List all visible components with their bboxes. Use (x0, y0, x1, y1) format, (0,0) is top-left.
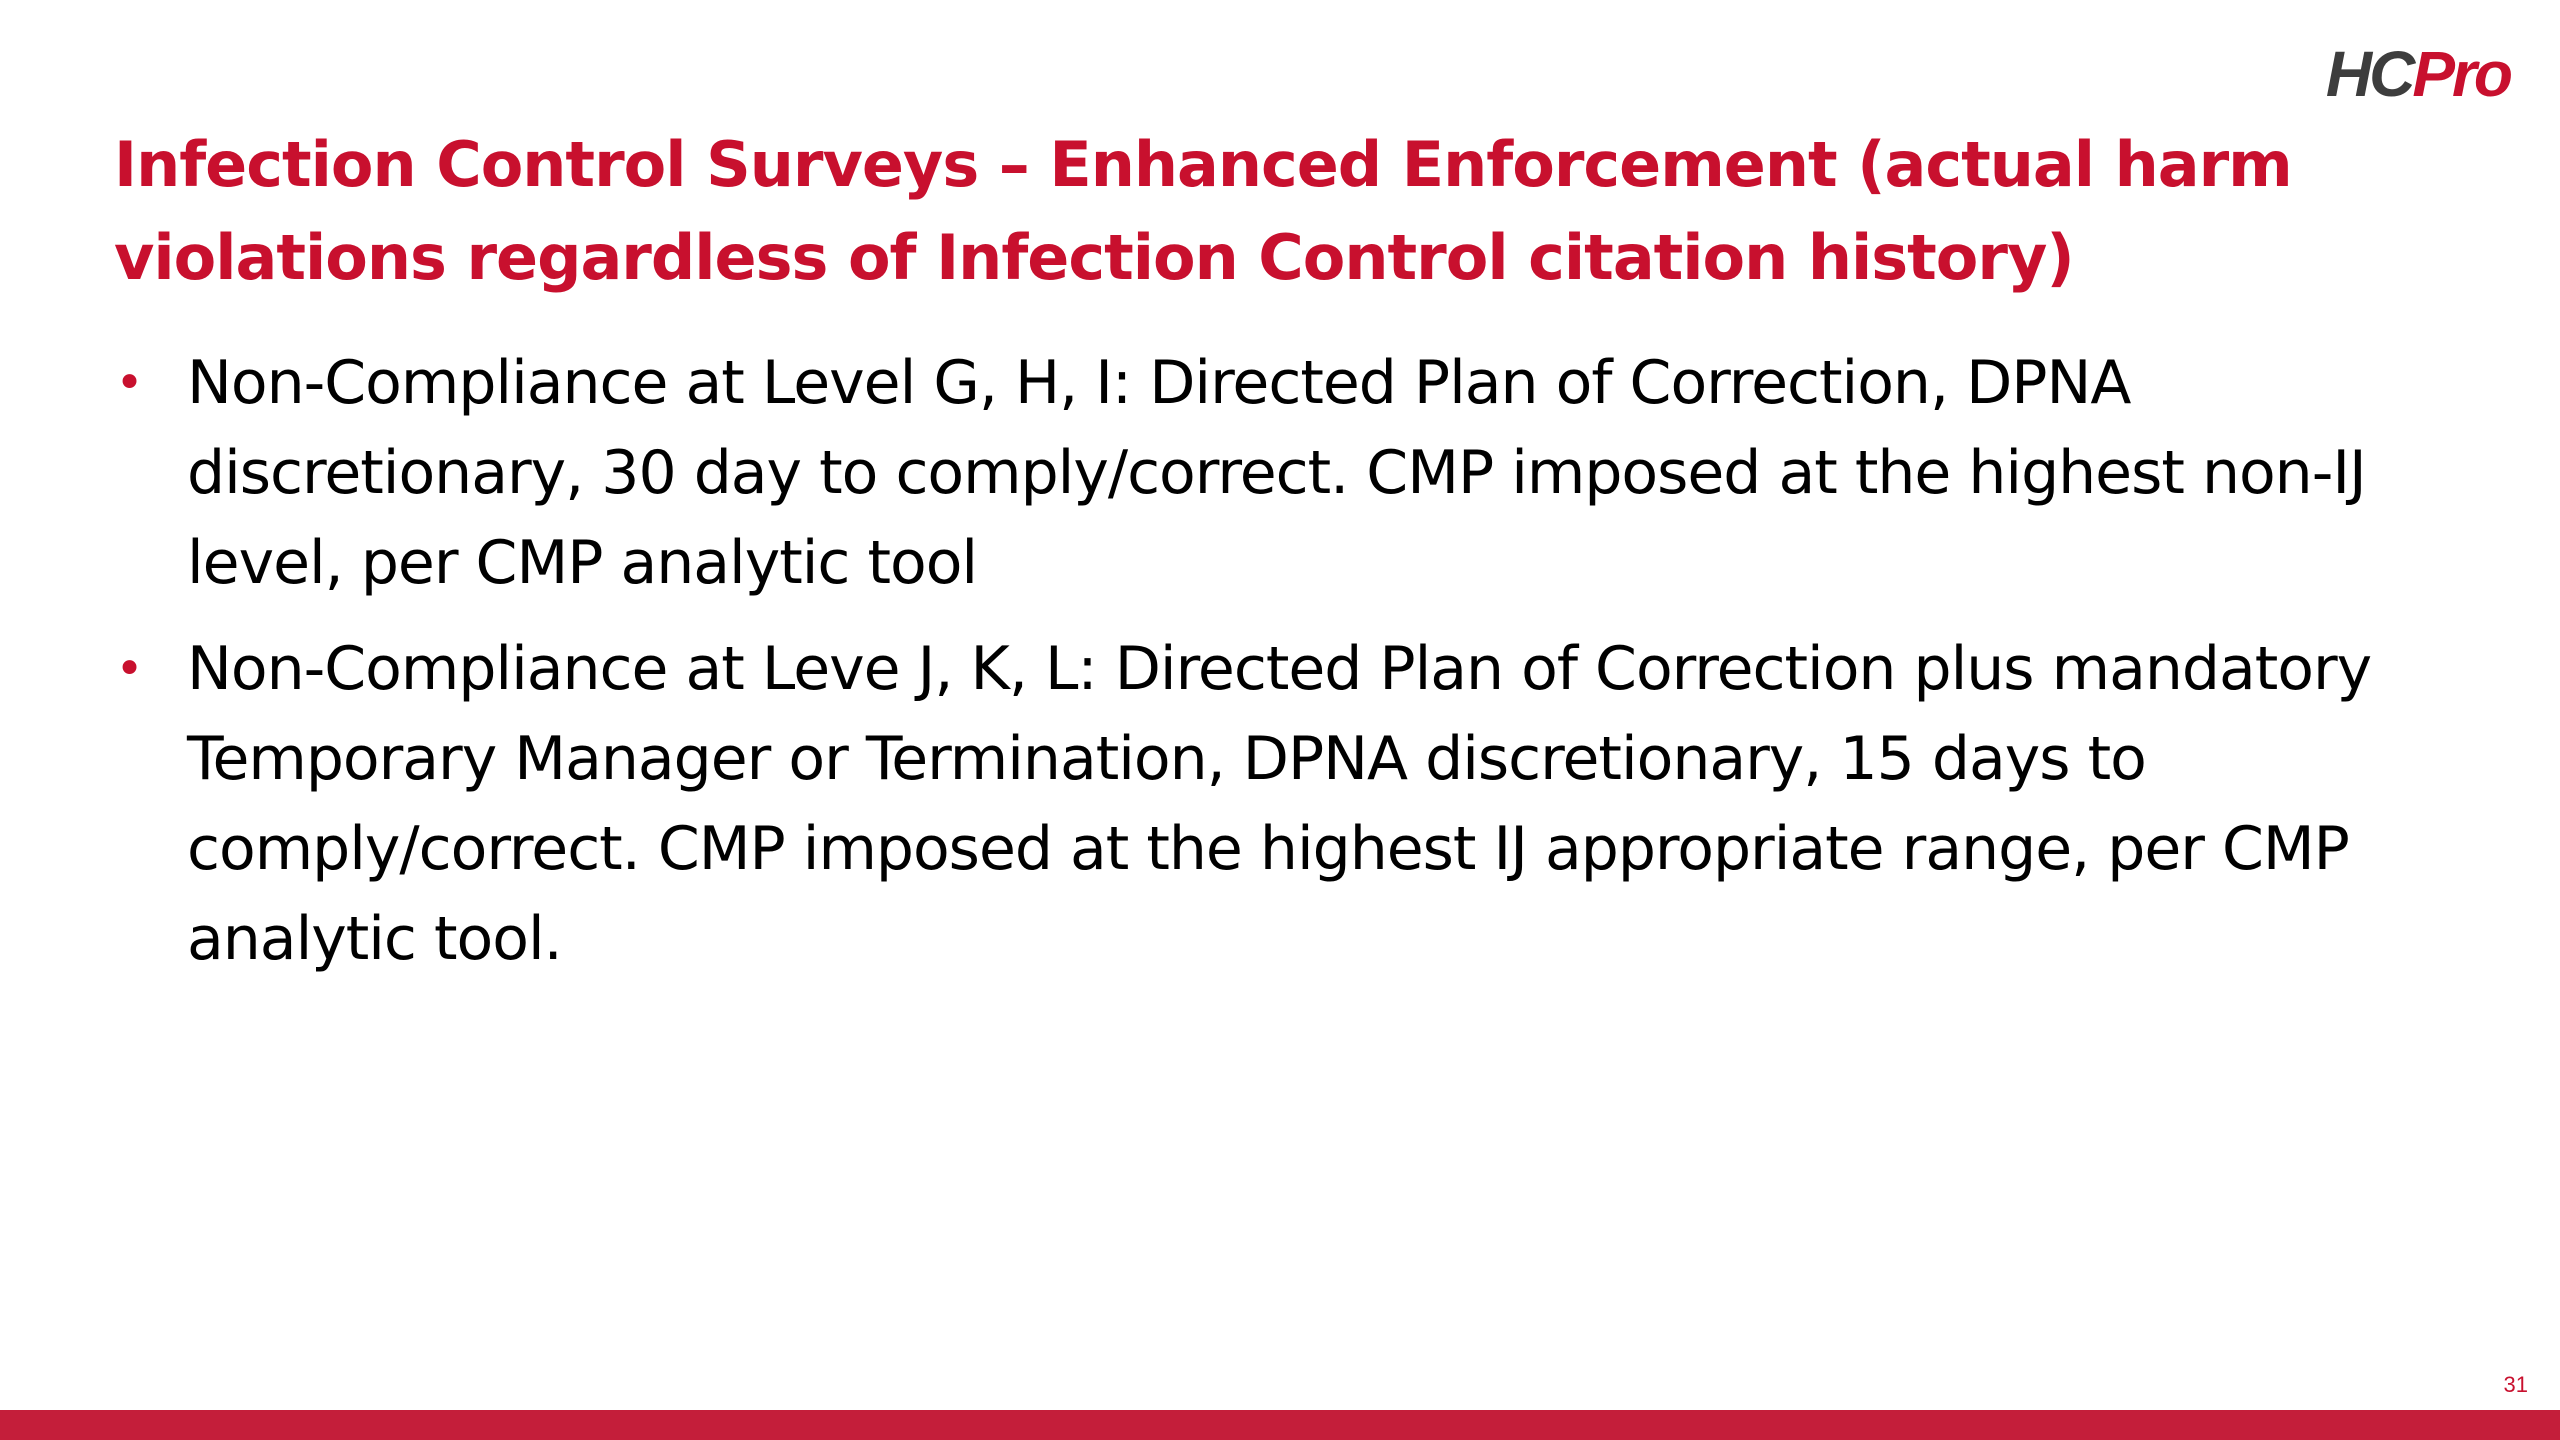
bullet-marker-icon: • (115, 355, 143, 411)
bullet-text: Non-Compliance at Level G, H, I: Directed Plan of Correction, DPNA discretionary, 30 day to comply/correct. CMP imposed at the highest non-IJ level, per CMP analytic tool (187, 348, 2366, 598)
footer-bar (0, 1410, 2560, 1440)
bullet-text: Non-Compliance at Leve J, K, L: Directed Plan of Correction plus mandatory Temporary Manager or Termination, DPNA discretionary, 15 days to comply/correct. CMP imposed at the highest IJ appropriate range, per CMP analytic tool. (187, 634, 2372, 974)
bullet-item-2 (114, 624, 2474, 984)
slide-title: Infection Control Surveys – Enhanced Enforcement (actual harm violations regardless of Infection Control citation history) (114, 128, 2292, 294)
logo-hc-text: HC (2325, 38, 2413, 110)
logo-pro-text: Pro (2412, 38, 2510, 110)
bullet-marker-icon: • (115, 641, 143, 697)
hcpro-logo (2325, 38, 2510, 110)
page-number: 31 (2503, 1372, 2528, 1397)
bullet-list (114, 338, 2474, 1000)
bullet-item-1 (114, 338, 2474, 608)
